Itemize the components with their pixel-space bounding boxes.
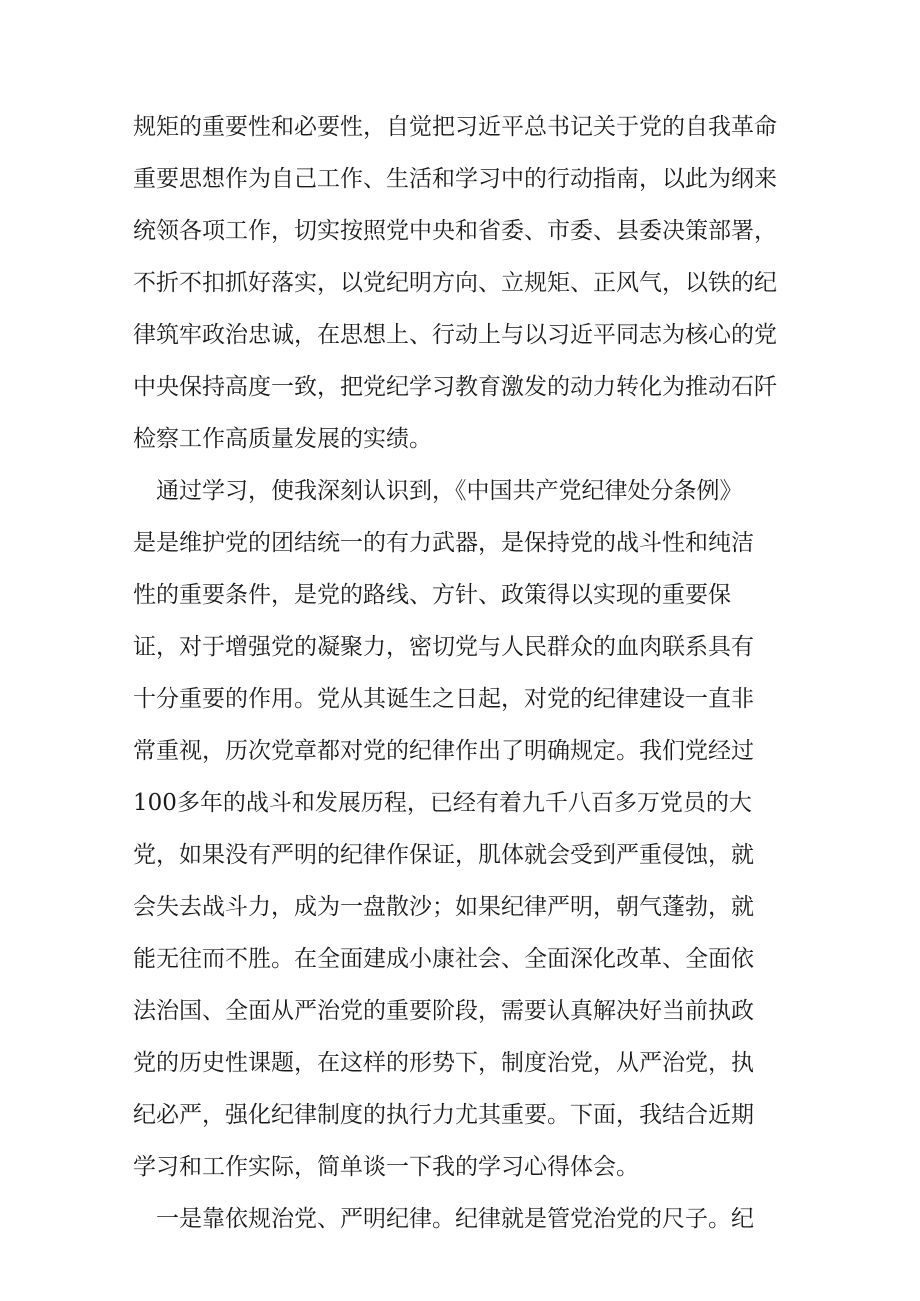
text-line: 法治国、全面从严治党的重要阶段，需要认真解决好当前执政 — [133, 998, 754, 1024]
text-line: 中央保持高度一致，把党纪学习教育激发的动力转化为推动石阡 — [133, 374, 777, 400]
text-line: 不折不扣抓好落实，以党纪明方向、立规矩、正风气，以铁的纪 — [133, 270, 777, 296]
text-line: 性的重要条件，是党的路线、方针、政策得以实现的重要保 — [133, 582, 731, 608]
text-line: 党，如果没有严明的纪律作保证，肌体就会受到严重侵蚀，就 — [133, 842, 754, 868]
text-line: 证，对于增强党的凝聚力，密切党与人民群众的血肉联系具有 — [133, 634, 754, 660]
text-line: 纪必严，强化纪律制度的执行力尤其重要。下面，我结合近期 — [133, 1102, 754, 1128]
text-line: 学习和工作实际，简单谈一下我的学习心得体会。 — [133, 1154, 639, 1180]
text-line: 100多年的战斗和发展历程，已经有着九千八百多万党员的大 — [133, 790, 752, 816]
text-line: 规矩的重要性和必要性，自觉把习近平总书记关于党的自我革命 — [133, 114, 777, 140]
text-line: 是是维护党的团结统一的有力武器，是保持党的战斗性和纯洁 — [133, 530, 754, 556]
paragraph-first-line: 一是靠依规治党、严明纪律。纪律就是管党治党的尺子。纪 — [156, 1206, 754, 1232]
text-line: 常重视，历次党章都对党的纪律作出了明确规定。我们党经过 — [133, 738, 754, 764]
text-line: 律筑牢政治忠诚，在思想上、行动上与以习近平同志为核心的党 — [133, 322, 777, 348]
text-line: 重要思想作为自己工作、生活和学习中的行动指南，以此为纲来 — [133, 166, 777, 192]
text-line: 能无往而不胜。在全面建成小康社会、全面深化改革、全面依 — [133, 946, 754, 972]
text-line: 十分重要的作用。党从其诞生之日起，对党的纪律建设一直非 — [133, 686, 754, 712]
text-line: 会失去战斗力，成为一盘散沙；如果纪律严明，朝气蓬勃，就 — [133, 894, 754, 920]
paragraph-first-line: 通过学习，使我深刻认识到，《中国共产党纪律处分条例》 — [156, 478, 743, 504]
text-line: 统领各项工作，切实按照党中央和省委、市委、县委决策部署， — [133, 218, 777, 244]
text-line: 检察工作高质量发展的实绩。 — [133, 426, 432, 452]
text-line: 党的历史性课题，在这样的形势下，制度治党，从严治党，执 — [133, 1050, 754, 1076]
